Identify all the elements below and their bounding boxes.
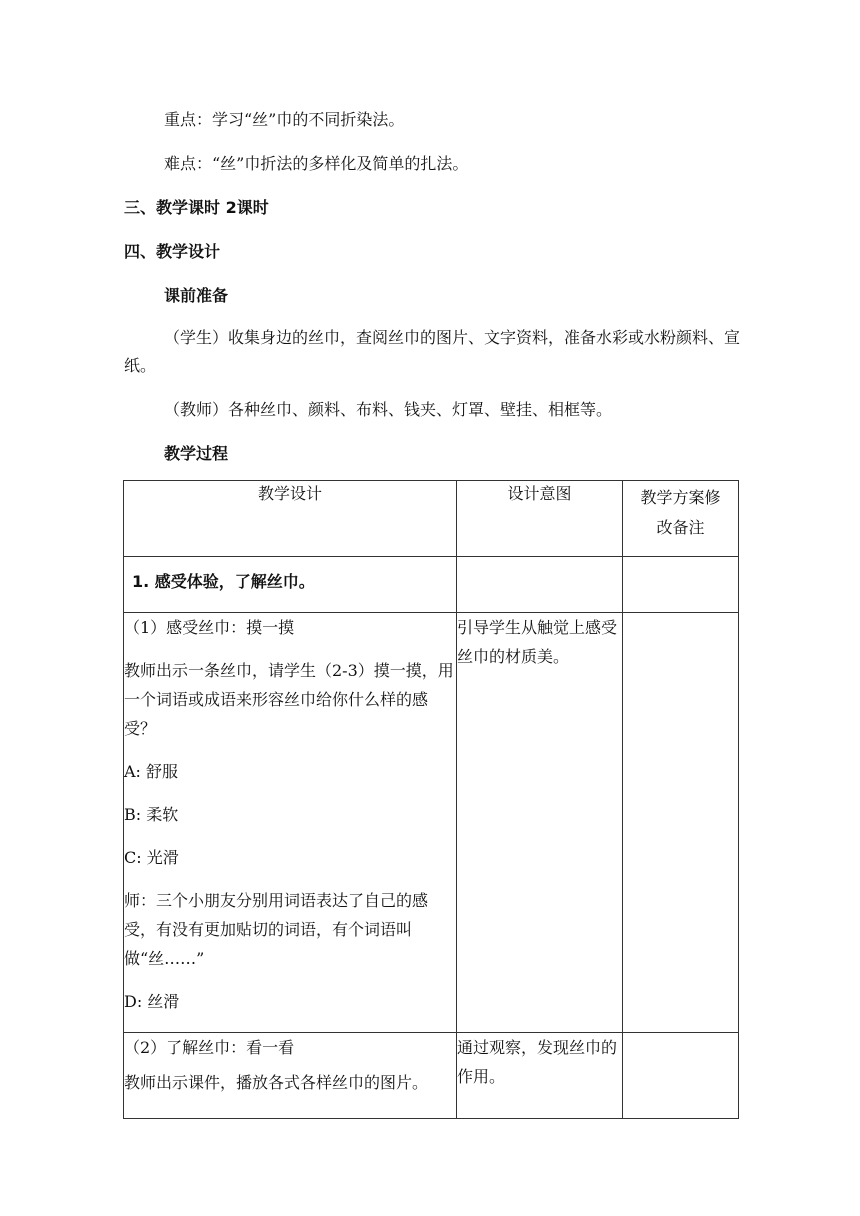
row2-line: （2）了解丝巾：看一看 (124, 1038, 295, 1057)
row1-line: D: 丝滑 (124, 992, 180, 1011)
section-1-intent (457, 557, 623, 613)
section-4-heading: 四、教学设计 (124, 242, 221, 261)
table-header-row (124, 481, 739, 557)
row1-design (124, 613, 457, 1033)
header-note: 教学方案修改备注 (623, 481, 739, 557)
row2-design (124, 1033, 457, 1119)
row1-line: A: 舒服 (124, 762, 179, 781)
process-heading: 教学过程 (164, 444, 229, 463)
section-1-title: 1. 感受体验，了解丝巾。 (124, 557, 457, 613)
table-row (124, 1033, 739, 1119)
teaching-process-table (123, 480, 739, 1119)
row1-line: （1）感受丝巾：摸一摸 (124, 618, 295, 637)
prep-student-paragraph: （学生）收集身边的丝巾，查阅丝巾的图片、文字资料，准备水彩或水粉颜料、宣纸。 (124, 328, 741, 375)
difficulty-line: 难点：“丝”巾折法的多样化及简单的扎法。 (164, 154, 469, 173)
row1-intent: 引导学生从触觉上感受丝巾的材质美。 (457, 613, 623, 1033)
row2-line: 教师出示课件，播放各式各样丝巾的图片。 (124, 1073, 429, 1092)
row1-line: 教师出示一条丝巾，请学生（2-3）摸一摸，用一个词语或成语来形容丝巾给你什么样的感受？ (124, 661, 454, 738)
table-row (124, 613, 739, 1033)
row1-line: 师：三个小朋友分别用词语表达了自己的感受，有没有更加贴切的词语，有个词语叫做“丝……” (124, 891, 429, 968)
section-row (124, 557, 739, 613)
section-1-note (623, 557, 739, 613)
row1-line: C: 光滑 (124, 848, 179, 867)
row2-note (623, 1033, 739, 1119)
row1-line: B: 柔软 (124, 805, 179, 824)
focus-line: 重点：学习“丝”巾的不同折染法。 (164, 110, 405, 129)
prep-heading: 课前准备 (164, 286, 229, 305)
row2-intent: 通过观察，发现丝巾的作用。 (457, 1033, 623, 1119)
row1-note (623, 613, 739, 1033)
header-design: 教学设计 (124, 481, 457, 557)
section-3-heading: 三、教学课时 2课时 (124, 198, 269, 217)
prep-teacher-line: （教师）各种丝巾、颜料、布料、钱夹、灯罩、壁挂、相框等。 (164, 400, 613, 419)
header-intent: 设计意图 (457, 481, 623, 557)
